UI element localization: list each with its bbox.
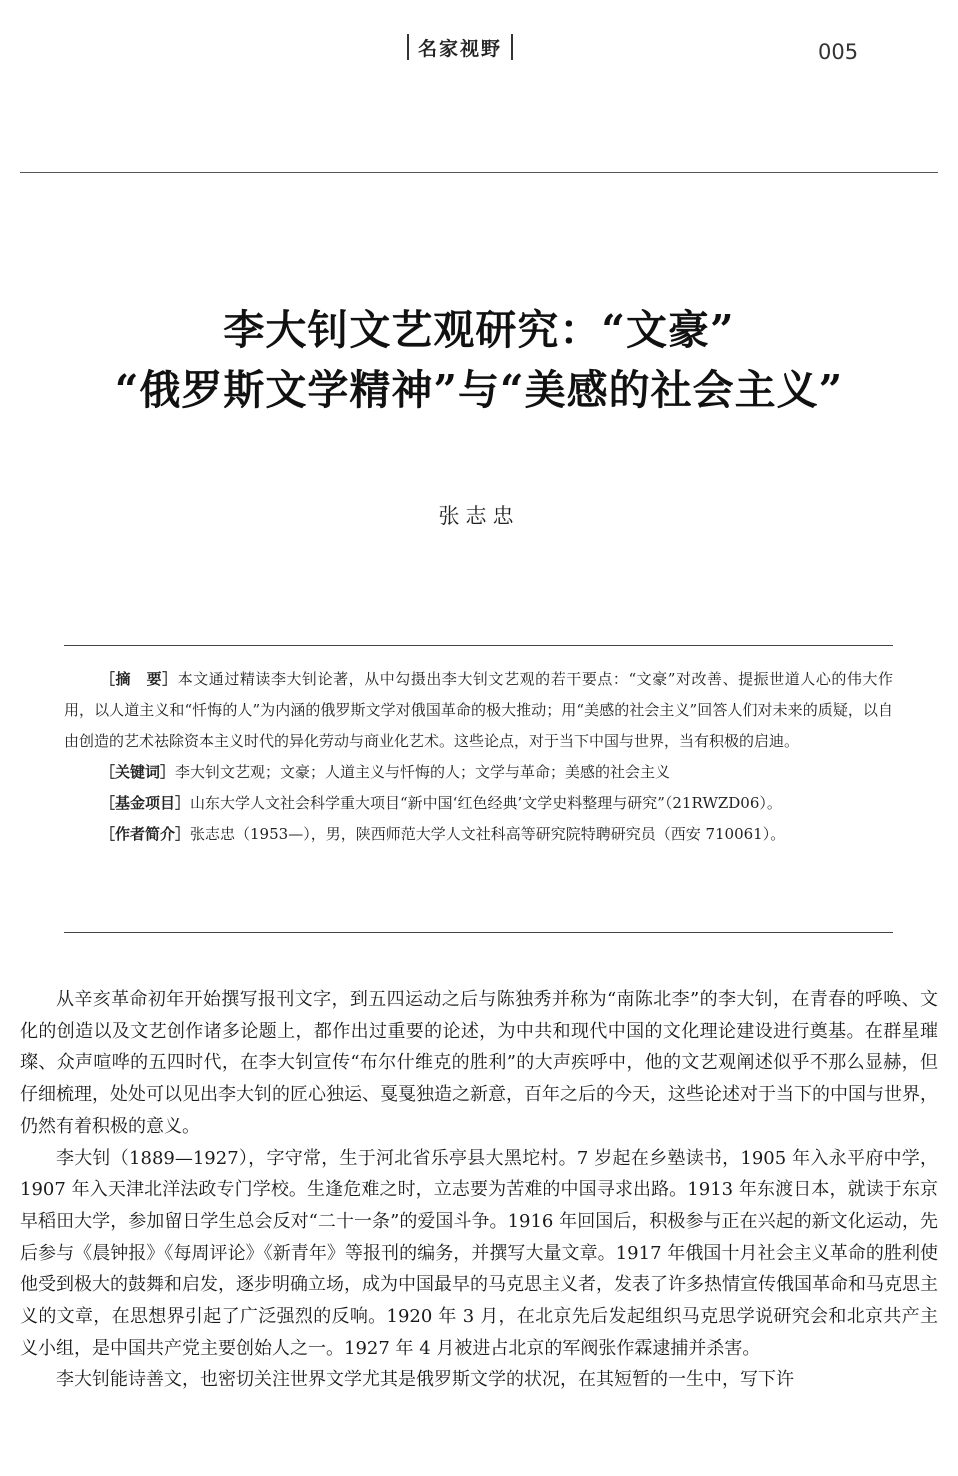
keywords-text: 李大钊文艺观；文豪；人道主义与忏悔的人；文学与革命；美感的社会主义	[175, 763, 671, 781]
fund-text: 山东大学人文社会科学重大项目“新中国‘红色经典’文学史料整理与研究”（21RWZD06）。	[190, 794, 782, 812]
abstract-label: ［摘 要］	[100, 670, 178, 688]
divider-bar-left	[407, 34, 409, 60]
body-paragraph-1: 从辛亥革命初年开始撰写报刊文字，到五四运动之后与陈独秀并称为“南陈北李”的李大钊，在青春的呼唤、文化的创造以及文艺创作诸多论题上，都作出过重要的论述，为中共和现代中国的文化理论建设进行奠基。在群星璀璨、众声喧哗的五四时代，在李大钊宣传“布尔什维克的胜利”的大声疾呼中，他的文艺观阐述似乎不那么显赫，但仔细梳理，处处可以见出李大钊的匠心独运、戛戛独造之新意，百年之后的今天，这些论述对于当下的中国与世界，仍然有着积极的意义。	[20, 989, 938, 1137]
article-body	[20, 984, 938, 1396]
author-info-text: 张志忠（1953—），男，陕西师范大学人文社科高等研究院特聘研究员（西安 710061）。	[190, 825, 786, 843]
header-rule	[20, 172, 938, 173]
abstract-rule-top	[64, 645, 893, 646]
body-paragraph-3: 李大钊能诗善文，也密切关注世界文学尤其是俄罗斯文学的状况，在其短暂的一生中，写下许	[56, 1369, 794, 1391]
body-paragraph-2: 李大钊（1889—1927），字守常，生于河北省乐亭县大黑坨村。7 岁起在乡塾读书，1905 年入永平府中学，1907 年入天津北洋法政专门学校。生逢危难之时，立志要为苦难的中国寻求出路。1913 年东渡日本，就读于东京早稻田大学，参加留日学生总会反对“二十一条”的爱国斗争。1916 年回国后，积极参与正在兴起的新文化运动，先后参与《晨钟报》《每周评论》《新青年》等报刊的编务，并撰写大量文章。1917 年俄国十月社会主义革命的胜利使他受到极大的鼓舞和启发，逐步明确立场，成为中国最早的马克思主义者，发表了许多热情宣传俄国革命和马克思主义的文章，在思想界引起了广泛强烈的反响。1920 年 3 月，在北京先后发起组织马克思学说研究会和北京共产主义小组，是中国共产党主要创始人之一。1927 年 4 月被进占北京的军阀张作霖逮捕并杀害。	[20, 1147, 938, 1359]
article-author: 张志忠	[438, 504, 520, 528]
section-label	[398, 33, 522, 61]
fund-label: ［基金项目］	[100, 794, 191, 812]
title-line-2: “俄罗斯文学精神”与“美感的社会主义”	[114, 366, 844, 414]
abstract-keywords	[64, 757, 893, 788]
abstract-summary	[64, 664, 893, 757]
keywords-label: ［关键词］	[100, 763, 176, 781]
article-title	[0, 300, 958, 420]
title-line-1: 李大钊文艺观研究：“文豪”	[223, 306, 735, 354]
divider-bar-right	[511, 34, 513, 60]
abstract-text: 本文通过精读李大钊论著，从中勾摄出李大钊文艺观的若干要点：“文豪”对改善、提振世道人心的伟大作用，以人道主义和“忏悔的人”为内涵的俄罗斯文学对俄国革命的极大推动；用“美感的社会主义”回答人们对未来的质疑，以自由创造的艺术祛除资本主义时代的异化劳动与商业化艺术。这些论点，对于当下中国与世界，当有积极的启迪。	[64, 670, 893, 750]
abstract-author-info	[64, 819, 893, 850]
abstract-rule-bottom	[64, 932, 893, 933]
abstract-block	[64, 664, 893, 850]
abstract-fund	[64, 788, 893, 819]
author-info-label: ［作者简介］	[100, 825, 191, 843]
page-number: 005	[818, 40, 859, 64]
section-label-text: 名家视野	[418, 37, 503, 60]
